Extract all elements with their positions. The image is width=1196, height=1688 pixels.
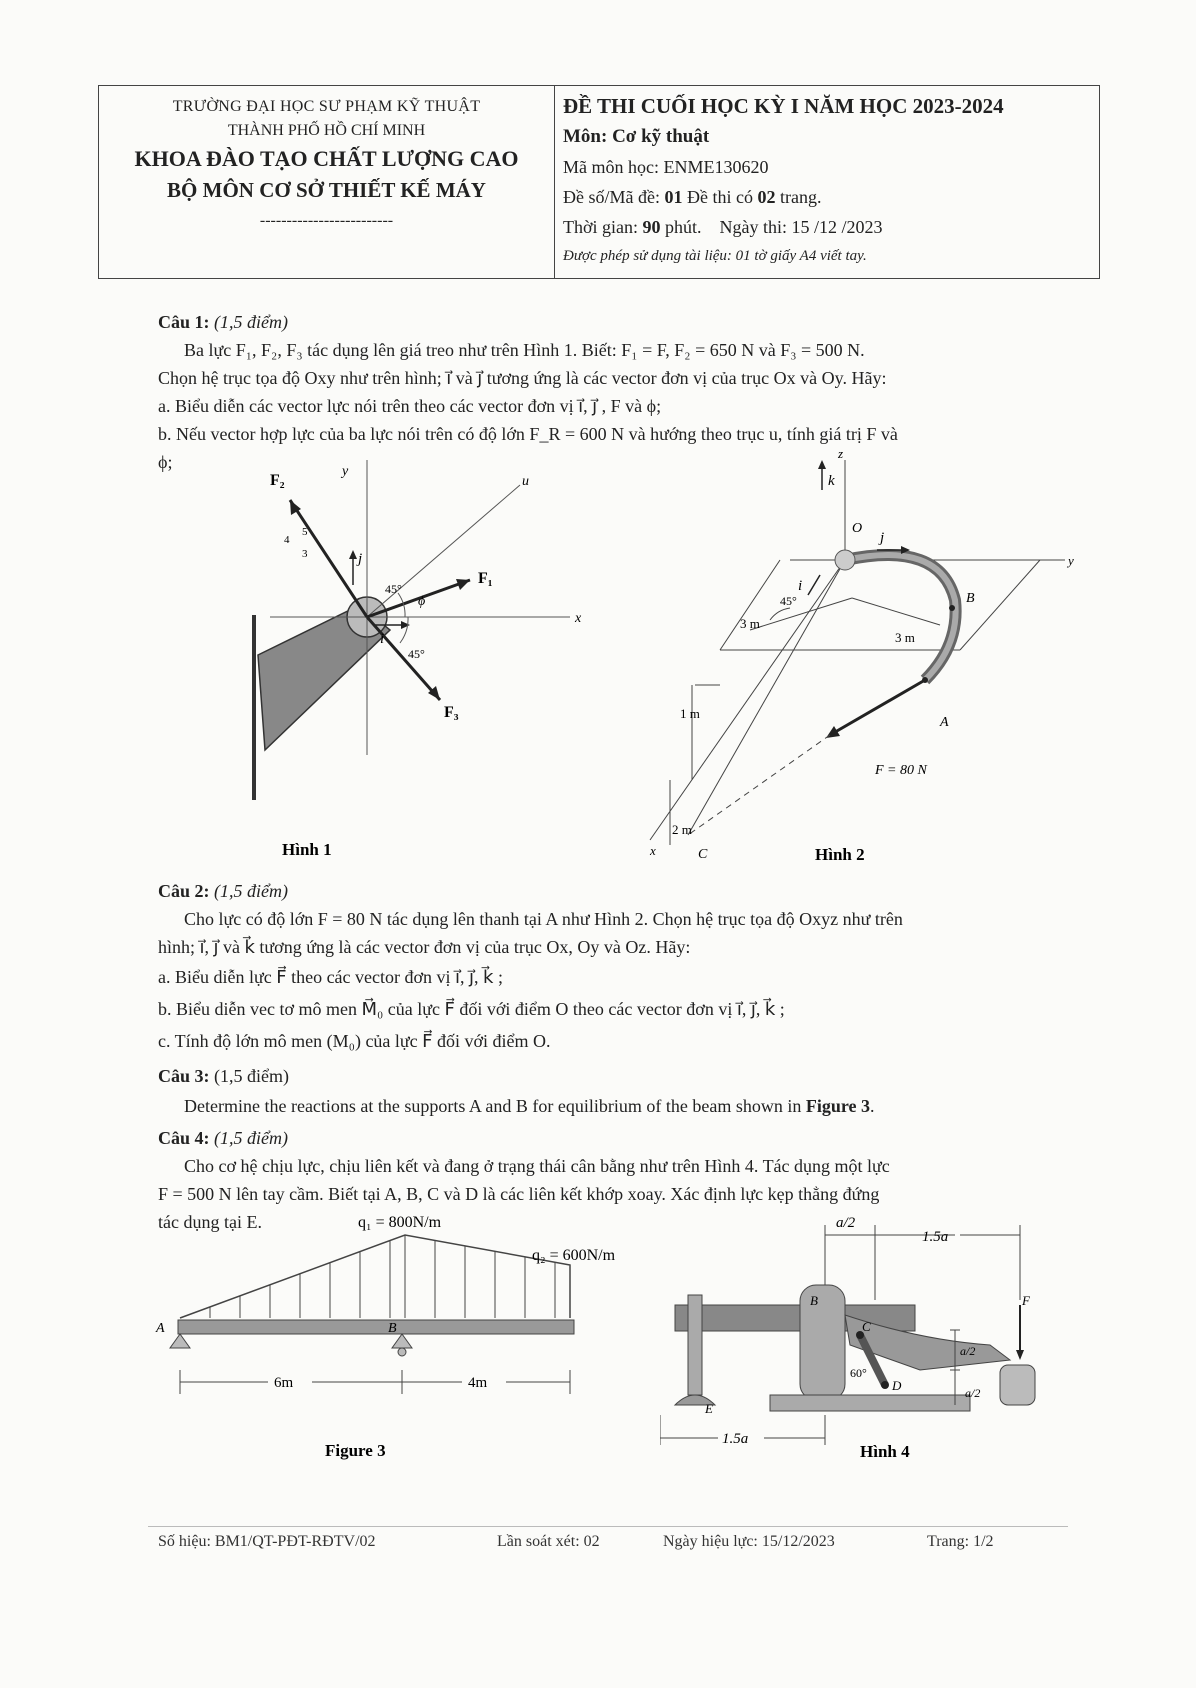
label-y2: y	[1068, 553, 1074, 568]
label-f1: F₁	[478, 570, 493, 587]
label-j2: j⃗	[880, 530, 896, 546]
label-phi: ϕ	[418, 594, 426, 609]
q1-text-5: ϕ;	[158, 452, 173, 472]
label-c4: C	[862, 1319, 871, 1334]
q2-text-1: Cho lực có độ lớn F = 80 N tác dụng lên thanh tại A như Hình 2. Chọn hệ trục tọa độ Oxyz như trên	[184, 909, 903, 929]
dim-a2-right-1: a/2	[960, 1344, 976, 1358]
label-3m-a: 3 m	[740, 616, 760, 631]
dim-4m: 4m	[468, 1375, 488, 1391]
dim-a2-top: a/2	[836, 1215, 856, 1231]
label-1m: 1 m	[680, 706, 700, 721]
footer-revision: Lần soát xét: 02	[497, 1533, 600, 1550]
base	[770, 1395, 970, 1411]
label-45-bottom: 45°	[408, 647, 425, 661]
label-45-top: 45°	[385, 582, 402, 596]
u-axis	[367, 485, 520, 617]
label-q2: q₂ = 600N/m	[532, 1247, 616, 1264]
header-divider	[554, 86, 555, 278]
exam-number-line: Đề số/Mã đề: 01 Đề thi có 02 trang.	[563, 187, 822, 207]
label-x2: x	[650, 843, 656, 858]
label-45-fig2: 45°	[780, 594, 797, 608]
q1-text-3: a. Biểu diễn các vector lực nói trên theo các vector đơn vị i⃗, j⃗ , F và ϕ;	[158, 396, 662, 416]
label-k: k⃗	[828, 473, 847, 489]
support-a	[170, 1334, 190, 1348]
q2-text-3: a. Biểu diễn lực F⃗ theo các vector đơn vị i⃗, j⃗, k⃗ ;	[158, 967, 503, 987]
subject-name: Cơ kỹ thuật	[612, 126, 710, 147]
figure-1-caption: Hình 1	[282, 840, 332, 859]
load-arrows	[210, 1235, 555, 1318]
q2-text-4: b. Biểu diễn vec tơ mô men M⃗₀ của lực F⃗ đối với điểm O theo các vector đơn vị i⃗, j⃗, k⃗ ;	[158, 999, 785, 1019]
label-u: u	[522, 474, 529, 489]
label-i2: i⃗	[798, 578, 814, 594]
distributed-load	[180, 1235, 570, 1318]
label-i: i⃗	[380, 631, 396, 647]
footer-rule	[148, 1526, 1068, 1527]
label-b2: B	[966, 591, 975, 606]
figure-3	[150, 1210, 690, 1470]
support-b	[392, 1334, 412, 1348]
figure-4-caption: Hình 4	[860, 1442, 910, 1461]
label-o: O	[852, 521, 863, 536]
department-name: BỘ MÔN CƠ SỞ THIẾT KẾ MÁY	[167, 178, 486, 202]
q1-text-2: Chọn hệ trục tọa độ Oxy như trên hình; i⃗ và j⃗ tương ứng là các vector đơn vị của trục Ox và Oy. Hãy:	[158, 368, 887, 388]
label-z: z	[838, 450, 844, 461]
materials-note: Được phép sử dụng tài liệu: 01 tờ giấy A4 viết tay.	[563, 248, 867, 264]
figure-2	[640, 450, 1080, 880]
time-line: Thời gian: 90 phút. Ngày thi: 15 /12 /2023	[563, 217, 883, 237]
block-b	[800, 1285, 845, 1400]
origin-joint	[835, 550, 855, 570]
q3-text-1: Determine the reactions at the supports A and B for equilibrium of the beam shown in Figure 3.	[184, 1096, 875, 1116]
faculty-name: KHOA ĐÀO TẠO CHẤT LƯỢNG CAO	[134, 146, 519, 171]
figure-3-caption: Figure 3	[325, 1441, 386, 1460]
dim-a2-right-2: a/2	[965, 1386, 981, 1400]
label-a2: A	[940, 715, 949, 730]
q2-text-2: hình; i⃗, j⃗ và k⃗ tương ứng là các vector đơn vị của trục Ox, Oy và Oz. Hãy:	[158, 937, 691, 957]
label-b3: B	[388, 1321, 397, 1336]
label-j: j⃗	[358, 551, 374, 567]
dim-1-5a-bottom: 1.5a	[722, 1431, 749, 1447]
city-name: THÀNH PHỐ HỒ CHÍ MINH	[227, 122, 426, 139]
label-2m: 2 m	[672, 822, 692, 837]
subject-line: Môn: Cơ kỹ thuật	[563, 126, 710, 147]
q1-heading: Câu 1: (1,5 điểm)	[158, 312, 288, 332]
figure-4	[660, 1205, 1070, 1465]
q2-text-5: c. Tính độ lớn mô men (M₀) của lực F⃗ đối với điểm O.	[158, 1031, 551, 1051]
dim-1-5a-top: 1.5a	[922, 1229, 949, 1245]
q1-text-1: Ba lực F₁, F₂, F₃ tác dụng lên giá treo như trên Hình 1. Biết: F₁ = F, F₂ = 650 N và F₃ = 500 N.	[184, 340, 865, 360]
q3-heading: Câu 3: (1,5 điểm)	[158, 1066, 289, 1086]
q4-text-3: tác dụng tại E.	[158, 1212, 262, 1232]
label-3: 3	[302, 548, 308, 560]
hand	[1000, 1365, 1035, 1405]
label-q1: q₁ = 800N/m	[358, 1214, 442, 1231]
label-5: 5	[302, 526, 308, 538]
label-x: x	[575, 611, 582, 626]
footer-date: Ngày hiệu lực: 15/12/2023	[663, 1533, 835, 1550]
screw	[688, 1295, 702, 1395]
label-d4: D	[892, 1378, 902, 1393]
label-4: 4	[284, 534, 290, 546]
label-f80: F = 80 N	[875, 763, 927, 778]
label-c2: C	[698, 847, 708, 862]
label-b4: B	[810, 1293, 818, 1308]
university-name: TRƯỜNG ĐẠI HỌC SƯ PHẠM KỸ THUẬT	[172, 98, 481, 115]
force-f3	[367, 617, 440, 700]
q4-heading: Câu 4: (1,5 điểm)	[158, 1128, 288, 1148]
figure-1	[230, 455, 590, 875]
label-f2: F₂	[270, 472, 285, 489]
course-code: Mã môn học: ENME130620	[563, 157, 769, 177]
dim-6m: 6m	[274, 1375, 294, 1391]
label-3m-b: 3 m	[895, 630, 915, 645]
label-f3: F₃	[444, 704, 459, 721]
label-a3: A	[156, 1321, 165, 1336]
figure-2-caption: Hình 2	[815, 845, 865, 864]
label-60: 60°	[850, 1366, 867, 1380]
label-y: y	[342, 464, 349, 479]
beam	[178, 1320, 574, 1334]
label-f4: F	[1022, 1293, 1030, 1308]
exam-title: ĐỀ THI CUỐI HỌC KỲ I NĂM HỌC 2023-2024	[563, 94, 1004, 118]
force-f	[830, 680, 925, 735]
header-underline: -------------------------	[259, 212, 394, 229]
label-e4: E	[705, 1401, 713, 1416]
footer-code: Số hiệu: BM1/QT-PĐT-RĐTV/02	[158, 1533, 376, 1550]
q4-text-1: Cho cơ hệ chịu lực, chịu liên kết và đang ở trạng thái cân bằng như trên Hình 4. Tác dụng một lực	[184, 1156, 890, 1176]
footer-page: Trang: 1/2	[927, 1533, 994, 1550]
q2-heading: Câu 2: (1,5 điểm)	[158, 881, 288, 901]
q4-text-2: F = 500 N lên tay cầm. Biết tại A, B, C và D là các liên kết khớp xoay. Xác định lực kẹp thẳng đứng	[158, 1184, 880, 1204]
exam-header	[98, 85, 1100, 279]
q1-text-4: b. Nếu vector hợp lực của ba lực nói trên có độ lớn F_R = 600 N và hướng theo trục u, tính giá trị F và	[158, 424, 898, 444]
